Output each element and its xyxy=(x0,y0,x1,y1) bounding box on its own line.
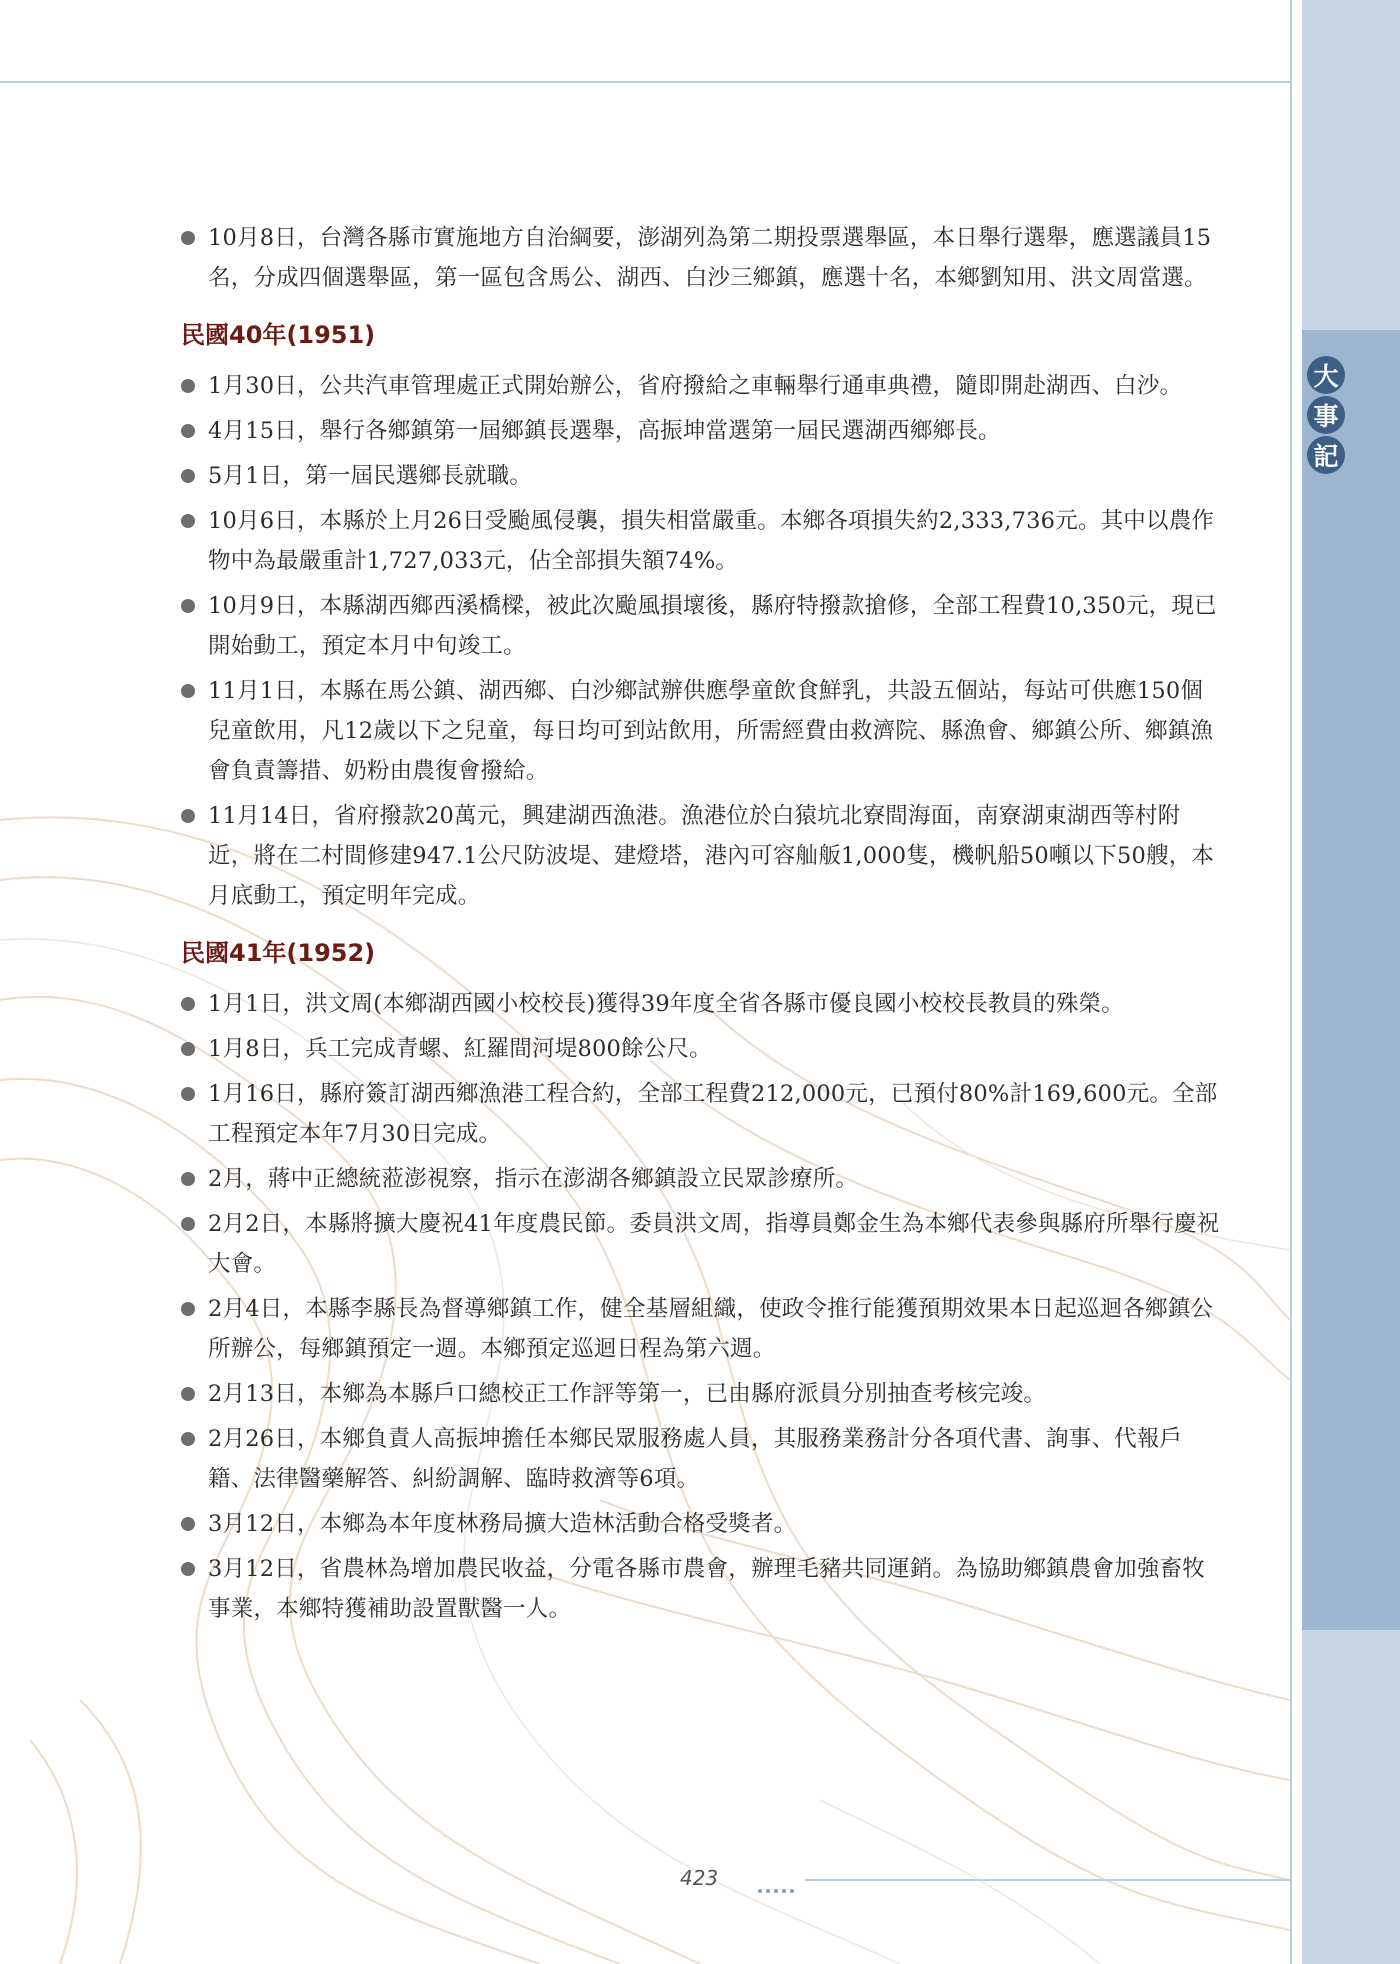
bullet-icon xyxy=(181,1217,195,1231)
year-heading: 民國41年(1952) xyxy=(181,939,376,967)
entry-text: 2月，蔣中正總統蒞澎視察，指示在澎湖各鄉鎮設立民眾診療所。 xyxy=(208,1166,859,1192)
chapter-tab[interactable] xyxy=(1307,356,1345,476)
chapter-tab-char: 大 xyxy=(1307,356,1345,394)
entry-text: 10月9日，本縣湖西鄉西溪橋樑，被此次颱風損壞後，縣府特撥款搶修，全部工程費10,350元，現已開始動工，預定本月中旬竣工。 xyxy=(208,593,1217,659)
bullet-icon xyxy=(181,1517,195,1531)
bullet-icon xyxy=(181,1432,195,1446)
entry-text: 10月8日，台灣各縣市實施地方自治綱要，澎湖列為第二期投票選舉區，本日舉行選舉，應選議員15名，分成四個選舉區，第一區包含馬公、湖西、白沙三鄉鎮，應選十名，本鄉劉知用、洪文周當選。 xyxy=(208,225,1212,291)
sidebar-band-middle xyxy=(1302,330,1400,1630)
chronology-entry xyxy=(178,984,1223,1024)
bullet-icon xyxy=(181,684,195,698)
chronology-content xyxy=(178,218,1223,1634)
footer-rule xyxy=(805,1879,1290,1881)
bullet-icon xyxy=(181,997,195,1011)
chronology-entry xyxy=(178,586,1223,666)
bullet-icon xyxy=(181,1387,195,1401)
chronology-entry xyxy=(178,1419,1223,1499)
entry-text: 3月12日，本鄉為本年度林務局擴大造林活動合格受獎者。 xyxy=(208,1511,797,1537)
chronology-entry xyxy=(178,1504,1223,1544)
chronology-entry xyxy=(178,366,1223,406)
bullet-icon xyxy=(181,809,195,823)
bullet-icon xyxy=(181,469,195,483)
entry-text: 3月12日，省農林為增加農民收益，分電各縣市農會，辦理毛豬共同運銷。為協助鄉鎮農會加強畜牧事業，本鄉特獲補助設置獸醫一人。 xyxy=(208,1556,1205,1622)
page-footer xyxy=(0,1860,1290,1900)
chronology-entry xyxy=(178,411,1223,451)
sidebar-divider xyxy=(1290,0,1292,1964)
sidebar-band-top xyxy=(1302,0,1400,330)
bullet-icon xyxy=(181,379,195,393)
entry-text: 2月4日，本縣李縣長為督導鄉鎮工作，健全基層組織，使政令推行能獲預期效果本日起巡迴各鄉鎮公所辦公，每鄉鎮預定一週。本鄉預定巡迴日程為第六週。 xyxy=(208,1296,1214,1362)
chronology-entry xyxy=(178,1074,1223,1154)
chronology-entry xyxy=(178,1549,1223,1629)
entry-text: 5月1日，第一屆民選鄉長就職。 xyxy=(208,463,533,489)
bullet-icon xyxy=(181,231,195,245)
entry-text: 10月6日，本縣於上月26日受颱風侵襲，損失相當嚴重。本鄉各項損失約2,333,736元。其中以農作物中為最嚴重計1,727,033元，佔全部損失額74%。 xyxy=(208,508,1215,574)
entry-text: 1月30日，公共汽車管理處正式開始辦公，省府撥給之車輛舉行通車典禮，隨即開赴湖西、白沙。 xyxy=(208,373,1183,399)
year-heading: 民國40年(1951) xyxy=(181,321,376,349)
bullet-icon xyxy=(181,1562,195,1576)
bullet-icon xyxy=(181,1042,195,1056)
bullet-icon xyxy=(181,1087,195,1101)
chronology-entry xyxy=(178,456,1223,496)
bullet-icon xyxy=(181,1172,195,1186)
entry-text: 1月16日，縣府簽訂湖西鄉漁港工程合約，全部工程費212,000元，已預付80%計169,600元。全部工程預定本年7月30日完成。 xyxy=(208,1081,1218,1147)
chronology-entry xyxy=(178,671,1223,791)
header-rule xyxy=(0,81,1290,83)
entry-text: 1月1日，洪文周(本鄉湖西國小校校長)獲得39年度全省各縣市優良國小校校長教員的殊榮。 xyxy=(208,991,1124,1017)
chapter-tab-char: 事 xyxy=(1307,396,1345,434)
chronology-entry xyxy=(178,796,1223,916)
bullet-icon xyxy=(181,424,195,438)
entry-text: 1月8日，兵工完成青螺、紅羅間河堤800餘公尺。 xyxy=(208,1036,712,1062)
footer-dots-ornament xyxy=(758,1878,798,1897)
chronology-entry xyxy=(178,1029,1223,1069)
entry-text: 11月14日，省府撥款20萬元，興建湖西漁港。漁港位於白猿坑北寮間海面，南寮湖東湖西等村附近，將在二村間修建947.1公尺防波堤、建燈塔，港內可容舢舨1,000隻，機帆船50噸以下50艘，本月底動工，預定明年完成。 xyxy=(208,803,1215,909)
sidebar-band-bottom xyxy=(1302,1630,1400,1964)
chronology-entry xyxy=(178,1289,1223,1369)
entry-text: 2月13日，本鄉為本縣戶口總校正工作評等第一，已由縣府派員分別抽查考核完竣。 xyxy=(208,1381,1047,1407)
chapter-tab-char: 記 xyxy=(1307,436,1345,474)
chronology-entry xyxy=(178,501,1223,581)
entry-text: 11月1日，本縣在馬公鎮、湖西鄉、白沙鄉試辦供應學童飲食鮮乳，共設五個站，每站可供應150個兒童飲用，凡12歲以下之兒童，每日均可到站飲用，所需經費由救濟院、縣漁會、鄉鎮公所、鄉鎮漁會負責籌措、奶粉由農復會撥給。 xyxy=(208,678,1214,784)
bullet-icon xyxy=(181,599,195,613)
bullet-icon xyxy=(181,1302,195,1316)
entry-text: 4月15日，舉行各鄉鎮第一屆鄉鎮長選舉，高振坤當選第一屆民選湖西鄉鄉長。 xyxy=(208,418,1001,444)
entry-text: 2月26日，本鄉負責人高振坤擔任本鄉民眾服務處人員，其服務業務計分各項代書、詢事、代報戶籍、法律醫藥解答、糾紛調解、臨時救濟等6項。 xyxy=(208,1426,1183,1492)
chronology-entry xyxy=(178,1204,1223,1284)
chapter-sidebar xyxy=(1302,0,1400,1964)
chronology-entry xyxy=(178,1159,1223,1199)
chronology-entry xyxy=(178,218,1223,298)
chronology-entry xyxy=(178,1374,1223,1414)
entry-text: 2月2日，本縣將擴大慶祝41年度農民節。委員洪文周，指導員鄭金生為本鄉代表參與縣府所舉行慶祝大會。 xyxy=(208,1211,1220,1277)
bullet-icon xyxy=(181,514,195,528)
page-number: 423 xyxy=(680,1866,719,1890)
